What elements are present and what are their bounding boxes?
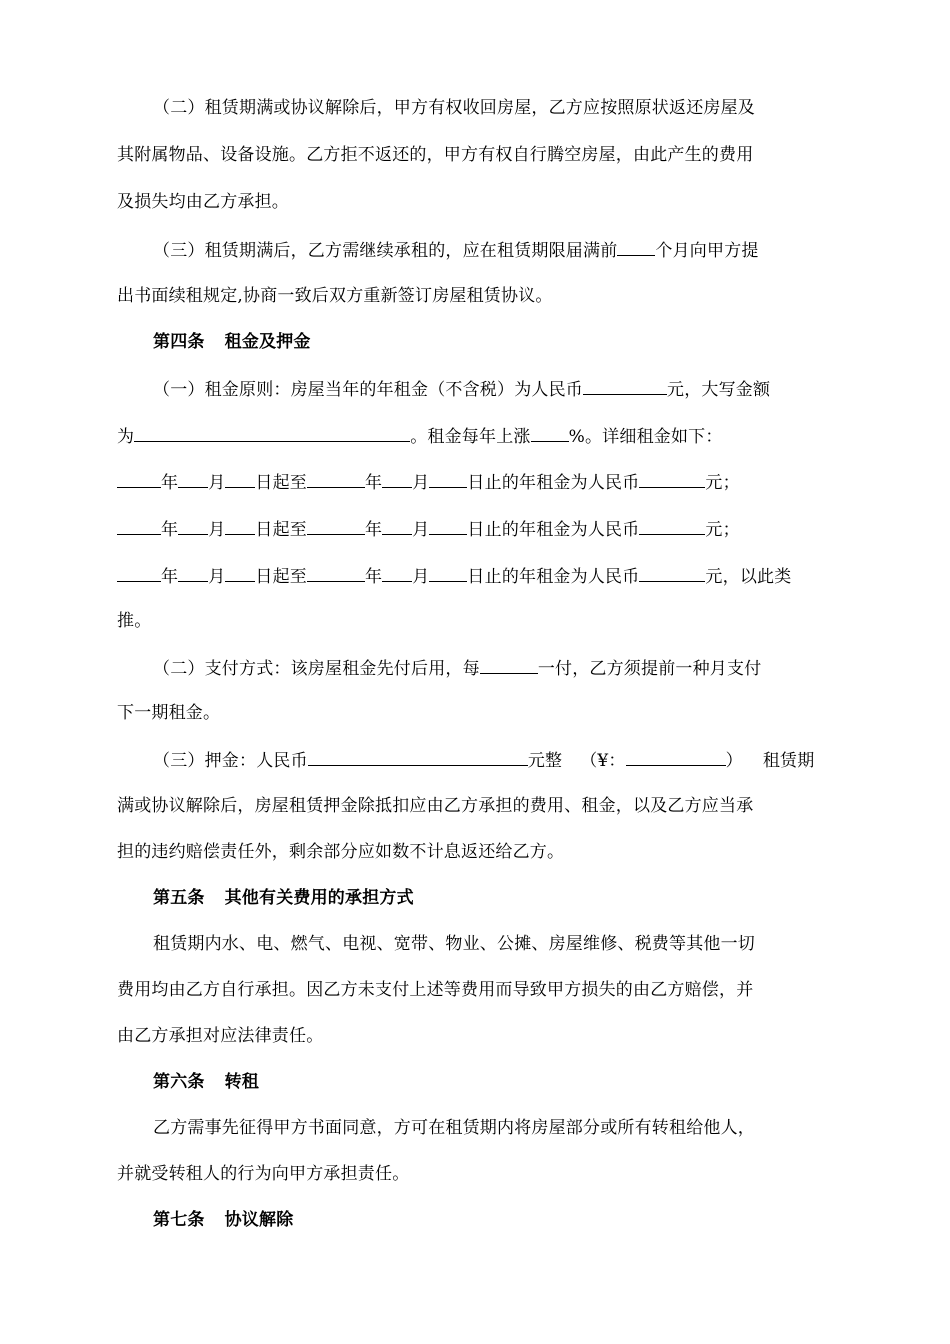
row-end-last: 元，以此类 (705, 567, 792, 587)
month-label: 月 (412, 520, 430, 540)
clause6-line2: 并就受转租人的行为向甲方承担责任。 (117, 1164, 410, 1184)
row-end: 元； (705, 520, 740, 540)
year-label: 年 (161, 567, 179, 587)
clause4-heading-title: 租金及押金 (224, 332, 311, 352)
clause5-line2: 费用均由乙方自行承担。因乙方未支付上述等费用而导致甲方损失的由乙方赔偿，并 (117, 980, 754, 1000)
clause3-item2-line2: 其附属物品、设备设施。乙方拒不返还的，甲方有权自行腾空房屋，由此产生的费用 (117, 145, 754, 165)
rent-schedule-row (117, 563, 791, 589)
renewal-months-blank (617, 237, 655, 256)
clause7-heading (153, 1208, 293, 1232)
rent-line2 (117, 423, 723, 449)
clause5-line3: 由乙方承担对应法律责任。 (117, 1026, 324, 1046)
day-to-label: 日止的年租金为人民币 (467, 473, 640, 493)
clause7-heading-num: 第七条 (153, 1210, 205, 1230)
year-label: 年 (365, 567, 383, 587)
clause5-line1: 租赁期内水、电、燃气、电视、宽带、物业、公摊、房屋维修、税费等其他一切 (153, 934, 755, 954)
rent-schedule-tail: 推。 (117, 611, 152, 631)
clause3-item2-line1: （二）租赁期满或协议解除后，甲方有权收回房屋，乙方应按照原状返还房屋及 (153, 98, 755, 118)
year-label: 年 (161, 520, 179, 540)
rent-text-b: 元，大写金额 (667, 380, 771, 400)
clause6-line1: 乙方需事先征得甲方书面同意，方可在租赁期内将房屋部分或所有转租给他人， (153, 1118, 755, 1138)
day-from-label: 日起至 (255, 473, 308, 493)
year-label: 年 (365, 520, 383, 540)
clause6-heading-num: 第六条 (153, 1072, 205, 1092)
clause3-item3-text-a: （三）租赁期满后，乙方需继续承租的，应在租赁期限届满前 (153, 241, 618, 261)
clause5-heading (153, 886, 414, 910)
deposit-text-e: 租赁期 (762, 751, 815, 771)
annual-rent-blank (583, 376, 667, 395)
month-label: 月 (412, 567, 430, 587)
clause3-item2-line3: 及损失均由乙方承担。 (117, 192, 289, 212)
day-to-label: 日止的年租金为人民币 (467, 567, 640, 587)
deposit-line3: 担的违约赔偿责任外，剩余部分应如数不计息返还给乙方。 (117, 842, 565, 862)
deposit-line2: 满或协议解除后，房屋租赁押金除抵扣应由乙方承担的费用、租金，以及乙方应当承 (117, 796, 754, 816)
rent-schedule-row (117, 516, 740, 542)
deposit-text-b: 元整 (527, 751, 563, 771)
deposit-text-c: （¥： (580, 751, 626, 771)
clause3-item3-line2: 出书面续租规定,协商一致后双方重新签订房屋租赁协议。 (117, 286, 553, 306)
deposit-text-a: （三）押金：人民币 (153, 751, 308, 771)
clause4-heading-num: 第四条 (153, 332, 205, 352)
year-label: 年 (161, 473, 179, 493)
deposit-amount-blank (308, 747, 528, 766)
clause6-heading (153, 1070, 259, 1094)
rent-text-d: 。租金每年上涨 (410, 427, 531, 447)
clause4-heading (153, 330, 311, 354)
payment-text-a: （二）支付方式：该房屋租金先付后用，每 (153, 659, 480, 679)
month-label: 月 (412, 473, 430, 493)
rent-text-c: 为 (117, 427, 135, 447)
clause7-heading-title: 协议解除 (224, 1210, 294, 1230)
day-from-label: 日起至 (255, 567, 308, 587)
year-label: 年 (365, 473, 383, 493)
amount-in-words-blank (134, 423, 410, 442)
day-to-label: 日止的年租金为人民币 (467, 520, 640, 540)
rent-line1 (153, 376, 770, 402)
day-from-label: 日起至 (255, 520, 308, 540)
clause6-heading-title: 转租 (224, 1072, 260, 1092)
row-end: 元； (705, 473, 740, 493)
deposit-text-d: ） (725, 751, 743, 771)
rent-text-a: （一）租金原则：房屋当年的年租金（不含税）为人民币 (153, 380, 583, 400)
payment-text-b: 一付，乙方须提前一种月支付 (537, 659, 762, 679)
clause3-item3-line1 (153, 237, 759, 263)
clause3-item3-text-b: 个月向甲方提 (655, 241, 759, 261)
payment-line2: 下一期租金。 (117, 703, 221, 723)
rent-schedule-row (117, 469, 740, 495)
month-label: 月 (208, 473, 226, 493)
clause5-heading-title: 其他有关费用的承担方式 (224, 888, 414, 908)
deposit-line1 (153, 747, 814, 773)
month-label: 月 (208, 567, 226, 587)
increase-percent-blank (531, 423, 569, 442)
payment-period-blank (480, 655, 538, 674)
month-label: 月 (208, 520, 226, 540)
rent-text-e: %。详细租金如下： (568, 427, 723, 447)
deposit-figure-blank (626, 747, 726, 766)
payment-line1 (153, 655, 761, 681)
clause5-heading-num: 第五条 (153, 888, 205, 908)
